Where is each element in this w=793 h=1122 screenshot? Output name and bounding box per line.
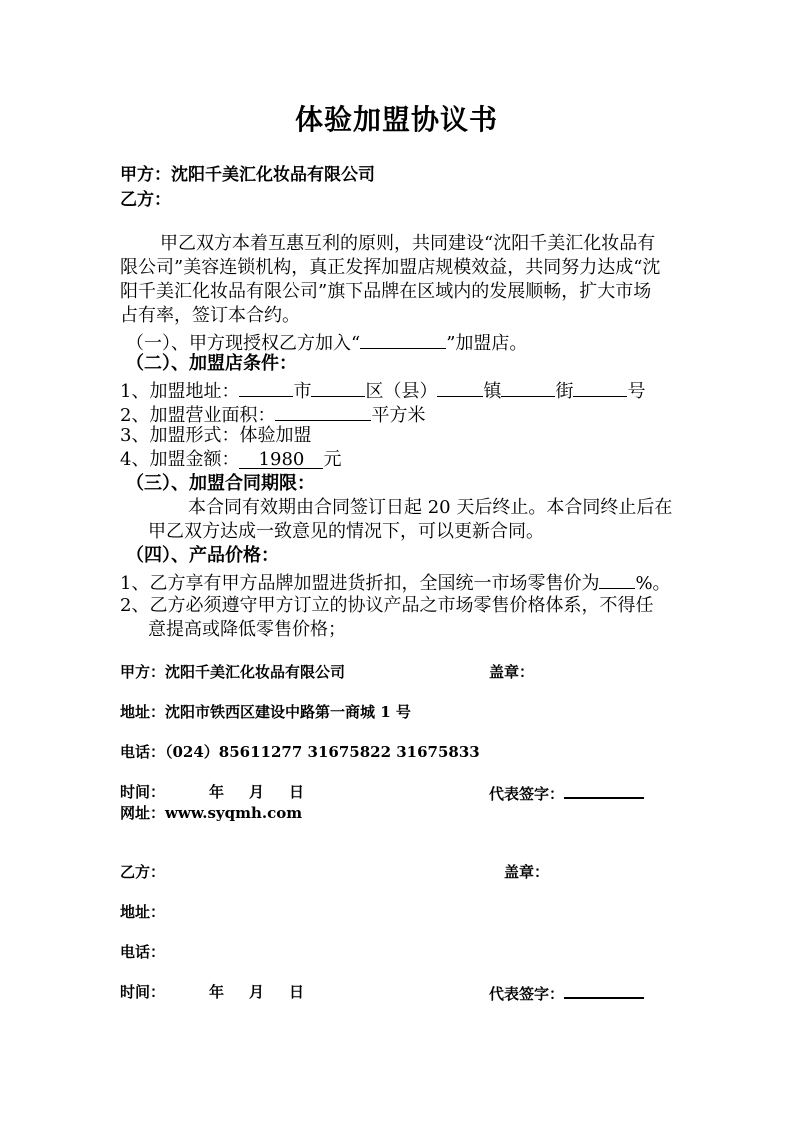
item-1-pre: 1、乙方享有甲方品牌加盟进货折扣，全国统一市场零售价为 [120,573,600,594]
area-prefix: 2、加盟营业面积： [120,405,276,426]
sign-a-address: 地址：沈阳市铁西区建设中路第一商城 1 号 [120,703,411,721]
area-unit: 平方米 [371,405,426,426]
sign-a-phone: 电话：（024）85611277 31675822 31675833 [120,743,480,761]
sign-b-seal: 盖章： [504,863,550,881]
area-blank [275,400,371,421]
sign-a-time-label: 时间： [120,783,166,801]
section-4-item-2-line-2: 意提高或降低零售价格； [148,619,346,640]
town-label: 镇 [483,381,502,402]
document-title: 体验加盟协议书 [294,103,498,136]
section-4-item-1 [120,568,671,596]
store-name-blank [360,328,446,349]
section-1-pre: （一）、甲方现授权乙方加入“ [126,333,361,354]
section-3-heading: （三）、加盟合同期限： [126,473,315,494]
section-3-line-1: 本合同有效期由合同签订日起 20 天后终止。本合同终止后在 [188,497,673,518]
party-b-header: 乙方： [120,190,171,210]
sign-a-year: 年 [209,783,225,801]
form-line: 3、加盟形式：体验加盟 [120,425,312,446]
section-3-line-2: 甲乙双方达成一致意见的情况下，可以更新合同。 [148,521,544,542]
address-prefix: 1、加盟地址： [120,381,240,402]
sign-a-website: 网址：www.syqmh.com [120,804,303,822]
sign-b-phone: 电话： [120,943,166,961]
town-blank [437,376,483,397]
sign-b-signature-line [564,981,644,999]
section-1-post: ”加盟店。 [446,333,528,354]
sign-a-month: 月 [249,783,265,801]
sign-a-day: 日 [289,783,305,801]
price-percent-blank [599,568,635,589]
sign-b-day: 日 [289,983,305,1001]
sign-b-address: 地址： [120,903,166,921]
district-blank [311,376,365,397]
section-4-heading: （四）、产品价格： [126,545,279,566]
fee-amount: 1980 [239,448,323,469]
city-label: 市 [293,381,312,402]
intro-line-2: 限公司”美容连锁机构，真正发挥加盟店规模效益，共同努力达成“沈 [120,257,661,278]
city-blank [239,376,293,397]
sign-a-party: 甲方：沈阳千美汇化妆品有限公司 [120,663,346,681]
intro-line-1: 甲乙双方本着互惠互利的原则，共同建设“沈阳千美汇化妆品有 [160,233,656,254]
fee-prefix: 4、加盟金额： [120,449,240,470]
street-blank [501,376,555,397]
section-4-item-2-line-1: 2、乙方必须遵守甲方订立的协议产品之市场零售价格体系，不得任 [120,595,654,616]
street-label: 街 [555,381,574,402]
number-label: 号 [627,381,646,402]
sign-a-rep [489,781,644,804]
sign-b-time-label: 时间： [120,983,166,1001]
party-a-header: 甲方：沈阳千美汇化妆品有限公司 [120,165,375,185]
section-2-heading: （二）、加盟店条件： [126,353,297,374]
fee-line [120,448,341,472]
sign-a-seal: 盖章： [489,663,535,681]
district-label: 区（县） [365,381,438,402]
fee-unit: 元 [323,449,342,470]
sign-b-rep-label: 代表签字： [489,985,565,1003]
sign-b-year: 年 [209,983,225,1001]
sign-b-party: 乙方： [120,863,166,881]
sign-a-signature-line [564,781,644,799]
sign-a-rep-label: 代表签字： [489,785,565,803]
sign-b-month: 月 [249,983,265,1001]
item-1-post: %。 [635,573,671,594]
number-blank [573,376,627,397]
intro-line-3: 阳千美汇化妆品有限公司”旗下品牌在区域内的发展顺畅，扩大市场 [120,281,652,302]
intro-line-4: 占有率，签订本合约。 [120,305,300,326]
sign-b-rep [489,981,644,1004]
